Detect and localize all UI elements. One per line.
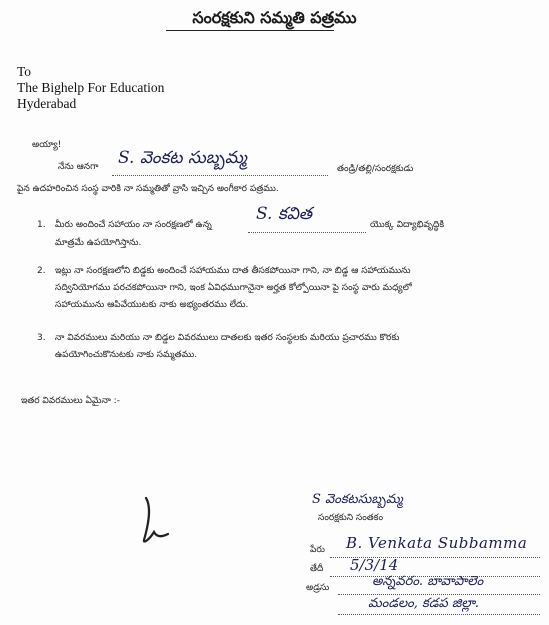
handwritten-signature: S వెంకటసుబ్బమ్మ bbox=[312, 492, 403, 507]
handwritten-student-name: S. కవిత bbox=[256, 204, 313, 224]
point-3-line-1: నా వివరములు మరియు నా బిడ్డల వివరములు దాతలకు ఇతర సంస్థలకు మరియు ప్రచారము కొరకు bbox=[55, 333, 400, 343]
point-3-number: 3. bbox=[37, 333, 46, 343]
document-title: సంరక్షకుని సమ్మతి పత్రము bbox=[192, 8, 357, 27]
address-city: Hyderabad bbox=[17, 96, 77, 111]
guardian-name-value: B. Venkata Subbamma bbox=[346, 534, 528, 552]
point-1-prefix: మీరు అందించే సహాయం నా సంరక్షణలో ఉన్న bbox=[55, 220, 212, 230]
point-1-suffix: యొక్క విద్యాభివృద్ధికి bbox=[370, 220, 445, 230]
handwritten-guardian-name: S. వెంకట సుబ్బమ్మ bbox=[118, 148, 247, 168]
intro-line-2: పైన ఉదహరించిన సంస్థ వారికి నా సమ్మతితో వ్రాసి ఇచ్చిన అంగీకార పత్రము. bbox=[17, 184, 279, 194]
point-1-number: 1. bbox=[37, 220, 46, 230]
address-org: The Bighelp For Education bbox=[17, 80, 165, 95]
title-underline bbox=[166, 30, 334, 31]
date-label: తేదీ bbox=[310, 564, 324, 574]
address-line-1-rule bbox=[338, 594, 540, 595]
point-1-line-2: మాత్రమే ఉపయోగిస్తాను. bbox=[55, 238, 142, 248]
point-2-line-1: ఇట్లు నా సంరక్షణలోని బిడ్డకు అందించే సహాయము దాత తీసకపోయినా గాని, నా బిడ్డ ఆ సహాయమును bbox=[55, 266, 411, 276]
address-line-2-rule bbox=[338, 614, 540, 615]
address-to: To bbox=[17, 64, 32, 79]
name-label: పేరు bbox=[310, 545, 325, 555]
intro-prefix: నేను ఆనగా bbox=[58, 162, 99, 172]
point-2-number: 2. bbox=[37, 266, 46, 276]
student-blank-line bbox=[248, 232, 366, 233]
signature-label: సంరక్షకుని సంతకం bbox=[318, 513, 384, 523]
address-value-line-2: మండలం, కడప జిల్లా. bbox=[368, 596, 480, 611]
date-value: 5/3/14 bbox=[350, 556, 399, 574]
name-blank-line bbox=[112, 175, 328, 176]
salutation: అయ్యా! bbox=[32, 140, 62, 150]
other-details-label: ఇతర వివరములు ఏమైనా :- bbox=[21, 396, 120, 406]
address-label: అడ్రసు bbox=[306, 583, 330, 593]
relation-options: తండ్రి/తల్లి/సంరక్షకుడు bbox=[337, 164, 414, 174]
point-2-line-3: సహాయమును ఆపివేయుటకు నాకు అభ్యంతరము లేదు. bbox=[55, 300, 249, 310]
point-3-line-2: ఉపయోగించుకొనుటకు నాకు సమ్మతము. bbox=[55, 350, 198, 360]
point-2-line-2: సద్వినియోగము పరచకపోయినా గాని, ఇంక ఏవిధముగానైనా అర్హత కోల్పోయినా పై సంస్థ వారు మధ్యలో bbox=[55, 283, 412, 293]
signature-scribble bbox=[140, 496, 200, 546]
address-value-line-1: అన్నవరం. బావాపాలెం bbox=[372, 574, 484, 589]
